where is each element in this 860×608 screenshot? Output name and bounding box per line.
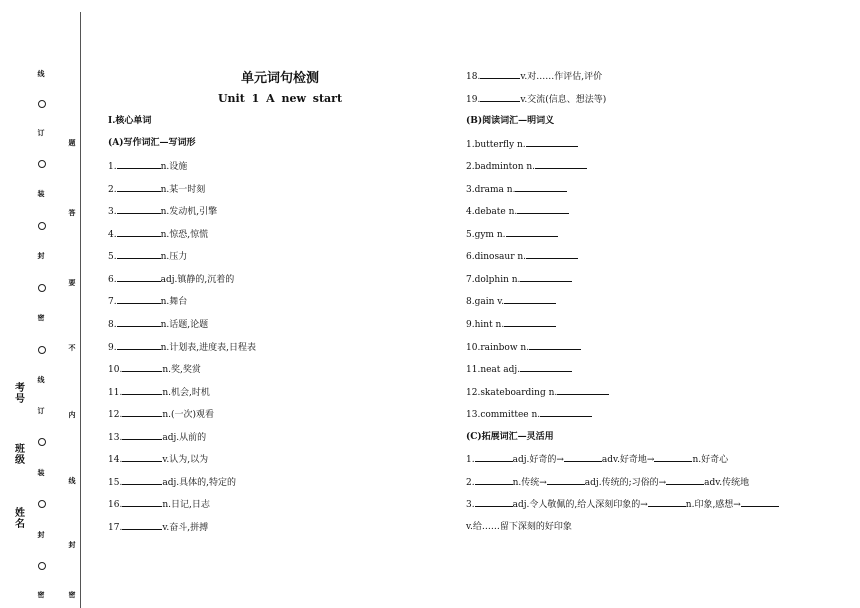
item-word: 4.debate n. xyxy=(466,207,518,217)
reading-item xyxy=(466,160,587,173)
item-word: 5.gym n. xyxy=(466,230,506,240)
item-definition: adj.镇静的,沉着的 xyxy=(160,275,235,285)
vocab-item xyxy=(108,341,256,354)
reading-item xyxy=(466,250,578,263)
answer-blank[interactable] xyxy=(526,138,578,147)
vocab-item xyxy=(108,273,234,286)
answer-blank[interactable] xyxy=(122,408,162,417)
answer-blank[interactable] xyxy=(117,250,161,259)
binding-circle xyxy=(38,160,46,168)
binding-char: 装 xyxy=(37,190,45,198)
answer-blank[interactable] xyxy=(122,476,162,485)
binding-char: 线 xyxy=(37,376,45,384)
item-number: 12. xyxy=(108,410,123,420)
answer-blank[interactable] xyxy=(117,273,161,282)
binding-circle xyxy=(38,562,46,570)
binding-char: 订 xyxy=(37,407,45,415)
answer-blank[interactable] xyxy=(529,341,581,350)
extension-item xyxy=(466,453,728,466)
item-word: 2.badminton n. xyxy=(466,162,536,172)
answer-blank[interactable] xyxy=(122,386,162,395)
reading-item xyxy=(466,205,569,218)
section-heading: Ⅰ.核心单词 xyxy=(108,116,152,126)
answer-blank[interactable] xyxy=(122,453,162,462)
binding-char: 封 xyxy=(37,531,45,539)
word-form: adj.传统的;习俗的→ xyxy=(584,478,667,488)
item-number: 1. xyxy=(108,162,117,172)
item-word: 12.skateboarding n. xyxy=(466,388,558,398)
item-number: 14. xyxy=(108,455,123,465)
vocab-item xyxy=(108,453,208,466)
answer-blank[interactable] xyxy=(475,476,513,485)
binding-char: 内 xyxy=(68,411,76,419)
answer-blank[interactable] xyxy=(122,363,162,372)
binding-circle xyxy=(38,346,46,354)
answer-blank[interactable] xyxy=(526,250,578,259)
binding-char: 密 xyxy=(37,314,45,322)
vocab-item xyxy=(466,70,602,83)
vocab-item xyxy=(108,205,217,218)
answer-blank[interactable] xyxy=(117,228,161,237)
reading-item xyxy=(466,318,556,331)
binding-circle xyxy=(38,284,46,292)
answer-blank[interactable] xyxy=(122,521,162,530)
extension-item xyxy=(466,476,749,489)
reading-item xyxy=(466,341,581,354)
word-form: adv.传统地 xyxy=(704,478,750,488)
answer-blank[interactable] xyxy=(520,273,572,282)
item-word: 6.dinosaur n. xyxy=(466,252,527,262)
answer-blank[interactable] xyxy=(517,205,569,214)
item-definition: n.机会,时机 xyxy=(162,388,210,398)
extension-continuation: v.给……留下深刻的好印象 xyxy=(466,522,572,532)
word-form: adv.好奇地→ xyxy=(601,455,655,465)
binding-char: 线 xyxy=(68,477,76,485)
word-form: adj.好奇的→ xyxy=(512,455,564,465)
item-definition: n.计划表,进度表,日程表 xyxy=(160,343,256,353)
item-definition: n.话题,论题 xyxy=(160,320,209,330)
item-number: 6. xyxy=(108,275,117,285)
item-number: 3. xyxy=(108,207,117,217)
answer-blank[interactable] xyxy=(506,228,558,237)
word-form: adj.令人敬佩的,给人深刻印象的→ xyxy=(512,500,648,510)
item-number: 1. xyxy=(466,455,475,465)
vocab-item xyxy=(108,521,208,534)
item-number: 10. xyxy=(108,365,123,375)
item-word: 10.rainbow n. xyxy=(466,343,530,353)
reading-item xyxy=(466,138,578,151)
item-definition: v.交流(信息、想法等) xyxy=(520,95,607,105)
word-form: n.传统→ xyxy=(512,478,547,488)
binding-char: 不 xyxy=(68,344,76,352)
reading-item xyxy=(466,386,609,399)
item-definition: adj.具体的,特定的 xyxy=(162,478,236,488)
binding-circle xyxy=(38,100,46,108)
unit-subtitle: Unit 1 A new start xyxy=(217,92,343,105)
item-number: 4. xyxy=(108,230,117,240)
item-number: 7. xyxy=(108,297,117,307)
item-definition: n.设施 xyxy=(160,162,188,172)
answer-blank[interactable] xyxy=(741,498,779,507)
vocab-item xyxy=(108,295,187,308)
item-definition: n.压力 xyxy=(160,252,188,262)
answer-blank[interactable] xyxy=(520,363,572,372)
answer-blank[interactable] xyxy=(504,318,556,327)
vocab-item xyxy=(466,93,606,106)
vocab-item xyxy=(108,250,187,263)
item-number: 5. xyxy=(108,252,117,262)
reading-item xyxy=(466,408,592,421)
vocab-item xyxy=(108,183,205,196)
item-word: 9.hint n. xyxy=(466,320,505,330)
item-number: 2. xyxy=(108,185,117,195)
item-number: 13. xyxy=(108,433,123,443)
item-definition: v.奋斗,拼搏 xyxy=(162,523,209,533)
answer-blank[interactable] xyxy=(535,160,587,169)
answer-blank[interactable] xyxy=(480,70,520,79)
item-definition: n.惊恐,惊慌 xyxy=(160,230,209,240)
item-definition: n.日记,日志 xyxy=(162,500,210,510)
item-word: 8.gain v. xyxy=(466,297,505,307)
binding-circle xyxy=(38,500,46,508)
reading-item xyxy=(466,273,572,286)
vocab-item xyxy=(108,431,206,444)
item-word: 7.dolphin n. xyxy=(466,275,521,285)
item-number: 16. xyxy=(108,500,123,510)
word-form: n.印象,感想→ xyxy=(685,500,741,510)
answer-blank[interactable] xyxy=(480,93,520,102)
item-number: 11. xyxy=(108,388,123,398)
vocab-item xyxy=(108,476,236,489)
answer-blank[interactable] xyxy=(564,453,602,462)
answer-blank[interactable] xyxy=(515,183,567,192)
answer-blank[interactable] xyxy=(557,386,609,395)
binding-char: 装 xyxy=(37,469,45,477)
reading-item xyxy=(466,363,572,376)
item-word: 3.drama n. xyxy=(466,185,516,195)
part-c-heading: (C)拓展词汇—灵活用 xyxy=(466,432,554,442)
answer-blank[interactable] xyxy=(122,431,162,440)
answer-blank[interactable] xyxy=(117,341,161,350)
item-number: 19. xyxy=(466,95,481,105)
answer-blank[interactable] xyxy=(117,205,161,214)
answer-blank[interactable] xyxy=(117,318,161,327)
item-word: 1.butterfly n. xyxy=(466,140,526,150)
binding-char: 密 xyxy=(68,591,76,599)
item-definition: n.某一时刻 xyxy=(160,185,206,195)
part-a-heading: (A)写作词汇—写词形 xyxy=(108,138,196,148)
reading-item xyxy=(466,228,558,241)
binding-char: 题 xyxy=(68,139,76,147)
item-definition: n.发动机,引擎 xyxy=(160,207,218,217)
binding-line xyxy=(80,12,81,608)
reading-item xyxy=(466,183,567,196)
item-number: 15. xyxy=(108,478,123,488)
item-definition: adj.从前的 xyxy=(162,433,207,443)
vocab-item xyxy=(108,408,214,421)
binding-char: 线 xyxy=(37,70,45,78)
item-number: 9. xyxy=(108,343,117,353)
name-label: 姓名 xyxy=(15,508,25,530)
answer-blank[interactable] xyxy=(547,476,585,485)
binding-char: 要 xyxy=(68,279,76,287)
answer-blank[interactable] xyxy=(504,295,556,304)
class-label: 班级 xyxy=(15,444,25,466)
item-number: 17. xyxy=(108,523,123,533)
binding-char: 封 xyxy=(68,541,76,549)
binding-char: 订 xyxy=(37,129,45,137)
exam-number-label: 考号 xyxy=(15,383,25,405)
binding-circle xyxy=(38,222,46,230)
item-number: 3. xyxy=(466,500,475,510)
binding-char: 密 xyxy=(37,591,45,599)
item-definition: n.舞台 xyxy=(160,297,188,307)
part-b-heading: (B)阅读词汇—明词义 xyxy=(466,116,555,126)
answer-blank[interactable] xyxy=(475,453,513,462)
vocab-item xyxy=(108,363,201,376)
answer-blank[interactable] xyxy=(540,408,592,417)
binding-circle xyxy=(38,438,46,446)
item-word: 11.neat adj. xyxy=(466,365,521,375)
answer-blank[interactable] xyxy=(117,160,161,169)
vocab-item xyxy=(108,160,187,173)
vocab-item xyxy=(108,318,208,331)
page-title: 单元词句检测 xyxy=(240,71,319,86)
binding-char: 答 xyxy=(68,209,76,217)
item-definition: n.(一次)观看 xyxy=(162,410,215,420)
binding-margin xyxy=(0,0,100,608)
binding-char: 封 xyxy=(37,252,45,260)
reading-item xyxy=(466,295,556,308)
item-number: 8. xyxy=(108,320,117,330)
extension-item xyxy=(466,498,779,511)
answer-blank[interactable] xyxy=(666,476,704,485)
item-definition: v.认为,以为 xyxy=(162,455,209,465)
answer-blank[interactable] xyxy=(654,453,692,462)
answer-blank[interactable] xyxy=(122,498,162,507)
answer-blank[interactable] xyxy=(117,295,161,304)
answer-blank[interactable] xyxy=(117,183,161,192)
answer-blank[interactable] xyxy=(475,498,513,507)
item-definition: v.对……作评估,评价 xyxy=(520,72,603,82)
vocab-item xyxy=(108,498,210,511)
item-definition: n.奖,奖赏 xyxy=(162,365,201,375)
item-word: 13.committee n. xyxy=(466,410,541,420)
answer-blank[interactable] xyxy=(648,498,686,507)
word-form: n.好奇心 xyxy=(692,455,729,465)
item-number: 2. xyxy=(466,478,475,488)
vocab-item xyxy=(108,386,210,399)
vocab-item xyxy=(108,228,208,241)
item-number: 18. xyxy=(466,72,481,82)
